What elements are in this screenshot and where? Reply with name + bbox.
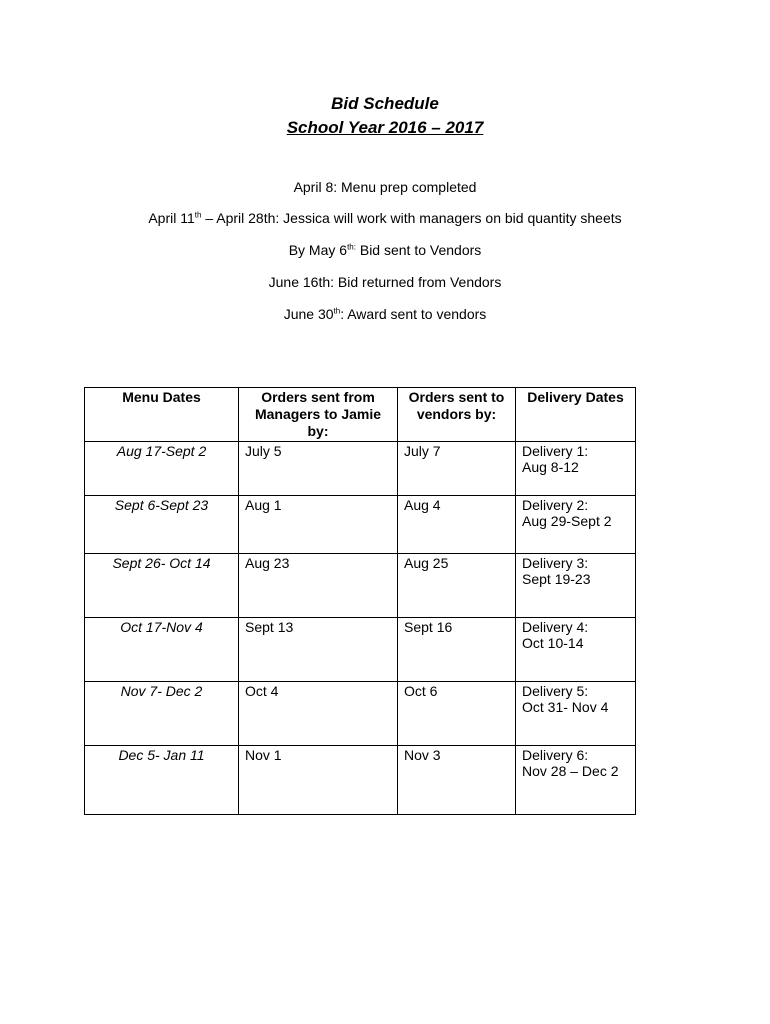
menu-dates-cell: Dec 5- Jan 11 [85, 746, 239, 815]
delivery-number: Delivery 4: [522, 619, 589, 635]
delivery-range: Oct 31- Nov 4 [522, 699, 609, 715]
menu-dates-cell: Oct 17-Nov 4 [85, 618, 239, 682]
table-row [85, 442, 636, 496]
menu-dates-cell: Sept 6-Sept 23 [85, 496, 239, 554]
delivery-range: Oct 10-14 [522, 635, 584, 651]
delivery-range: Sept 19-23 [522, 571, 591, 587]
bid-schedule-table [84, 387, 636, 815]
table-header-row [85, 388, 636, 442]
vendors-date-cell: Aug 4 [398, 496, 516, 554]
delivery-range: Aug 8-12 [522, 459, 579, 475]
document-subtitle: School Year 2016 – 2017 [286, 118, 484, 137]
schedule-line: By May $6^{th:}$ Bid sent to Vendors [288, 242, 482, 258]
delivery-range: Nov 28 – Dec 2 [522, 763, 619, 779]
document-title: Bid Schedule [331, 94, 439, 113]
delivery-number: Delivery 1: [522, 443, 589, 459]
delivery-number: Delivery 6: [522, 747, 589, 763]
vendors-date-cell: Aug 25 [398, 554, 516, 618]
table-row [85, 746, 636, 815]
delivery-cell [516, 682, 636, 746]
managers-date-cell: Oct 4 [239, 682, 398, 746]
table-row [85, 554, 636, 618]
delivery-cell [516, 496, 636, 554]
column-header-orders-vendors: Orders sent to vendors by: [398, 388, 516, 442]
vendors-date-cell: July 7 [398, 442, 516, 496]
delivery-number: Delivery 2: [522, 497, 589, 513]
schedule-line: June 30th: Award sent to vendors [283, 306, 487, 322]
table-row [85, 496, 636, 554]
schedule-line: April 8: Menu prep completed [293, 179, 477, 195]
managers-date-cell: Sept 13 [239, 618, 398, 682]
column-header-menu-dates: Menu Dates [85, 388, 239, 442]
menu-dates-cell: Aug 17-Sept 2 [85, 442, 239, 496]
managers-date-cell: Aug 1 [239, 496, 398, 554]
delivery-range: Aug 29-Sept 2 [522, 513, 612, 529]
managers-date-cell: Nov 1 [239, 746, 398, 815]
delivery-number: Delivery 5: [522, 683, 589, 699]
delivery-cell [516, 618, 636, 682]
managers-date-cell: Aug 23 [239, 554, 398, 618]
delivery-cell [516, 746, 636, 815]
menu-dates-cell: Nov 7- Dec 2 [85, 682, 239, 746]
table-row [85, 618, 636, 682]
menu-dates-cell: Sept 26- Oct 14 [85, 554, 239, 618]
column-header-delivery-dates: Delivery Dates [516, 388, 636, 442]
schedule-line: April 11th – April 28th: Jessica will work with managers on bid quantity sheets [148, 210, 622, 226]
vendors-date-cell: Sept 16 [398, 618, 516, 682]
delivery-number: Delivery 3: [522, 555, 589, 571]
vendors-date-cell: Oct 6 [398, 682, 516, 746]
delivery-cell [516, 442, 636, 496]
managers-date-cell: July 5 [239, 442, 398, 496]
table-row [85, 682, 636, 746]
delivery-cell [516, 554, 636, 618]
column-header-orders-managers: Orders sent from Managers to Jamie by: [239, 388, 398, 442]
schedule-line: June 16th: Bid returned from Vendors [268, 274, 502, 290]
vendors-date-cell: Nov 3 [398, 746, 516, 815]
